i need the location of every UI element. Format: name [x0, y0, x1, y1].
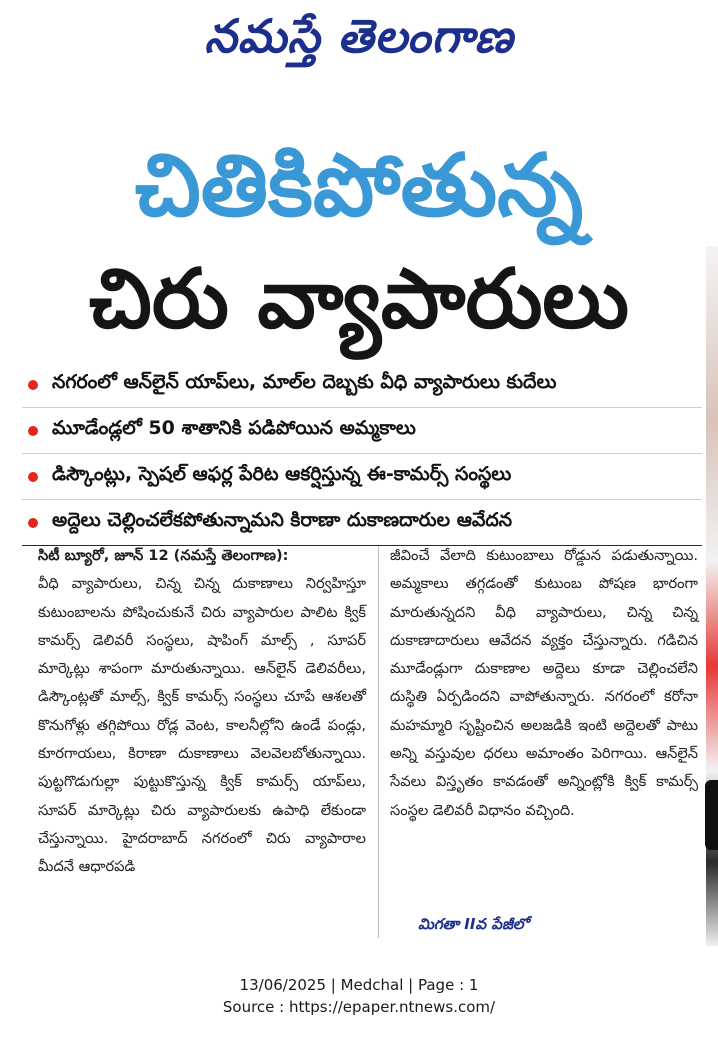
- headline-line-2: చిరు వ్యాపారులు: [89, 252, 629, 347]
- column-divider: [378, 546, 379, 938]
- highlight-item: [22, 454, 702, 500]
- article-body-right: జీవించే వేలాది కుటుంబాలు రోడ్డున పడుతున్నాయి. అమ్మకాలు తగ్గడంతో కుటుంబ పోషణ భారంగా మారుతున్నదని వీధి వ్యాపారులు, చిన్న చిన్న దుకాణాదారులు ఆవేదన వ్యక్తం చేస్తున్నారు. గడిచిన మూడేండ్లుగా దుకాణాల అద్దెలు కూడా చెల్లించలేని దుస్థితి ఏర్పడిందని వాపోతున్నారు. నగరంలో కరోనా మహమ్మారి సృష్టించిన అలజడికి ఇంటి అద్దెలతో పాటు అన్ని వస్తువుల ధరలు అమాంతం పెరిగాయి. ఆన్‌లైన్ సేవలు విస్తృతం కావడంతో అన్నింట్లోకి క్విక్ కామర్స్ సంస్థల డెలివరీ విధానం వచ్చింది.: [390, 547, 698, 819]
- highlight-list: [22, 362, 702, 546]
- highlight-item: [22, 408, 702, 454]
- bullet-icon: [28, 426, 38, 436]
- adjacent-photo-mark: [705, 780, 718, 850]
- source-link[interactable]: Source : https://epaper.ntnews.com/: [222, 998, 496, 1016]
- article-body-left: వీధి వ్యాపారులు, చిన్న చిన్న దుకాణాలు నిర్వహిస్తూ కుటుంబాలను పోషించుకునే చిరు వ్యాపారుల పాలిట క్విక్ కామర్స్ డెలివరీ సంస్థలు, షాపింగ్ మాల్స్ , సూపర్ మార్కెట్లు శాపంగా మారుతున్నాయి. ఆన్‌లైన్ డెలివరీలు, డిస్కౌంట్లతో మాల్స్, క్విక్ కామర్స్ సంస్థలు చూపే ఆశలతో కొనుగోళ్లు తగ్గిపోయి రోడ్ల వెంట, కాలనీల్లోని ఉండే పండ్లు, కూరగాయలు, కిరాణా దుకాణాలు వెలవెలబోతున్నాయి. పుట్టగొడుగుల్లా పుట్టుకొస్తున్న క్విక్ కామర్స్ యాప్‌లు, సూపర్ మార్కెట్లు చిరు వ్యాపారులకు ఉపాధి లేకుండా చేస్తున్నాయి. హైదరాబాద్ నగరంలో చిరు వ్యాపారాల మీదనే ఆధారపడి: [38, 575, 366, 876]
- edition-info: 13/06/2025 | Medchal | Page : 1: [239, 976, 479, 994]
- continued-on-page: మిగతా IIవ పేజీలో: [418, 915, 529, 933]
- newspaper-masthead: నమస్తే తెలంగాణ: [204, 9, 514, 63]
- headline-line-1: చితికిపోతున్న: [134, 136, 584, 236]
- highlight-item: [22, 500, 702, 546]
- highlight-text: అద్దెలు చెల్లించలేకపోతున్నామని కిరాణా దుకాణదారుల ఆవేదన: [52, 509, 513, 531]
- highlight-text: మూడేండ్లలో 50 శాతానికి పడిపోయిన అమ్మకాలు: [52, 417, 416, 439]
- highlight-text: డిస్కౌంట్లు, స్పెషల్ ఆఫర్ల పేరిట ఆకర్షిస్తున్న ఈ-కామర్స్ సంస్థలు: [52, 463, 512, 485]
- article-dateline: సిటీ బ్యూరో, జూన్ 12 (నమస్తే తెలంగాణ):: [38, 547, 289, 564]
- bullet-icon: [28, 472, 38, 482]
- bullet-icon: [28, 380, 38, 390]
- highlight-item: [22, 362, 702, 408]
- article-column-left: [38, 542, 366, 882]
- article-column-right: [390, 542, 698, 825]
- highlight-text: నగరంలో ఆన్‌లైన్ యాప్‌లు, మాల్‌ల దెబ్బకు వీధి వ్యాపారులు కుదేలు: [52, 371, 557, 393]
- bullet-icon: [28, 518, 38, 528]
